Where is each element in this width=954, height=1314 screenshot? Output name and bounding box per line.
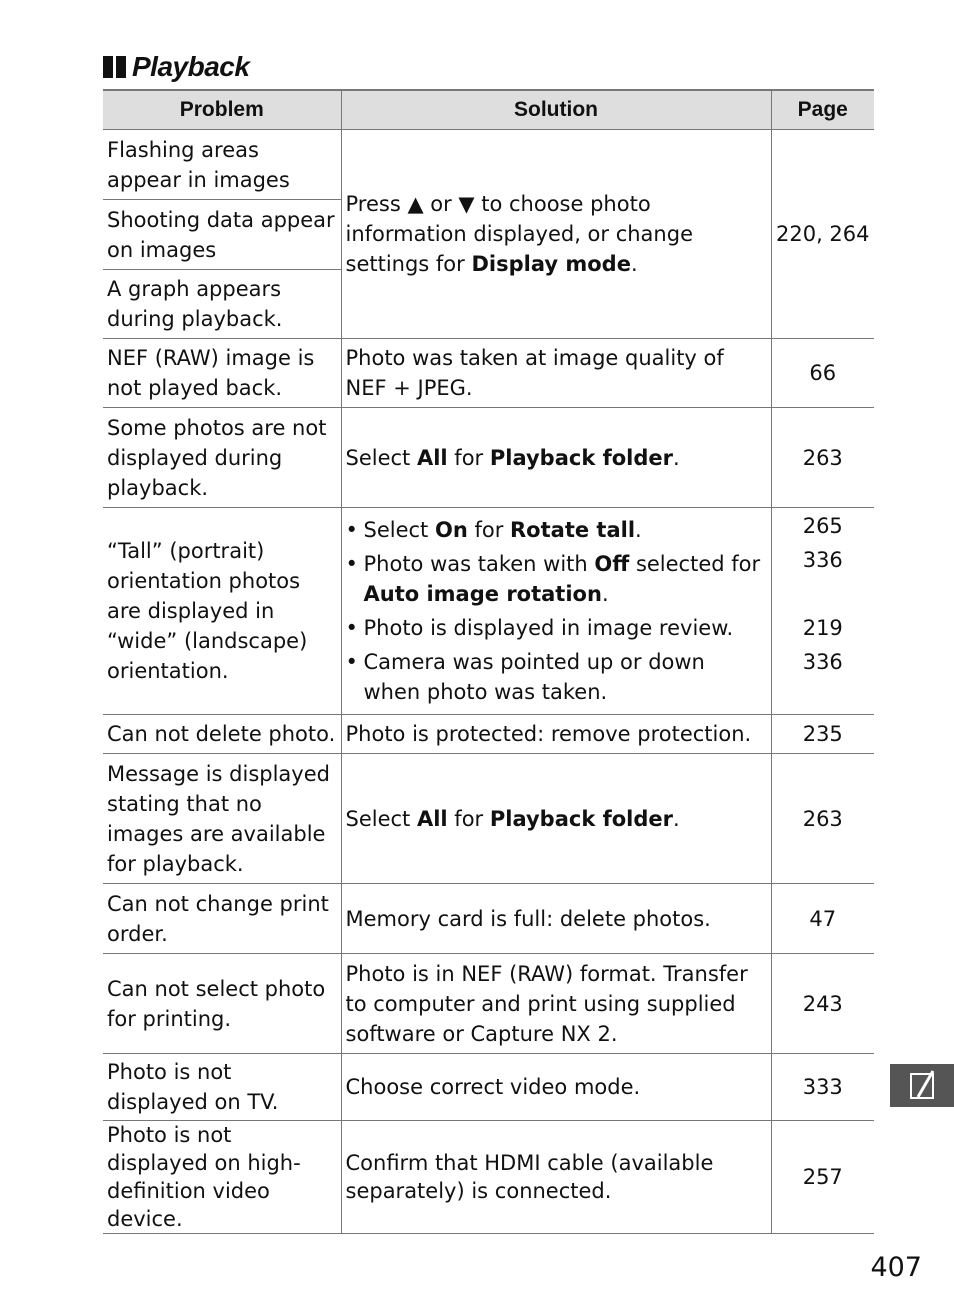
table-row — [103, 508, 874, 715]
solution-cell: Select All for Playback folder. — [341, 408, 771, 508]
page-ref: 265 — [802, 514, 843, 538]
page-cell: 235 — [771, 715, 874, 754]
solution-bullet: • Photo is displayed in image review. — [345, 616, 734, 640]
problem-cell: “Tall” (portrait) orientation photos are displayed in “wide” (landscape) orientation. — [103, 508, 341, 715]
page-cell: 257 — [771, 1121, 874, 1234]
troubleshooting-table — [103, 89, 874, 1234]
solution-cell: Choose correct video mode. — [341, 1054, 771, 1121]
problem-cell: Message is displayed stating that no images are available for playback. — [103, 754, 341, 884]
table-row — [103, 1121, 874, 1234]
table-row — [103, 339, 874, 408]
solution-bullet: • Photo was taken with Off selected for Auto image rotation. — [345, 552, 761, 606]
page-cell: 333 — [771, 1054, 874, 1121]
page-cell: 66 — [771, 339, 874, 408]
problem-cell: Can not delete photo. — [103, 715, 341, 754]
chapter-tab[interactable] — [890, 1064, 954, 1107]
solution-cell: Memory card is full: delete photos. — [341, 884, 771, 954]
table-row — [103, 884, 874, 954]
page-cell: 243 — [771, 954, 874, 1054]
page-ref: 336 — [802, 548, 843, 572]
solution-bullet: • Select On for Rotate tall. — [345, 518, 642, 542]
header-page: Page — [771, 90, 874, 130]
section-title-text: Playback — [132, 51, 250, 82]
problem-cell: A graph appears during playback. — [103, 270, 341, 339]
table-row — [103, 1054, 874, 1121]
table-row — [103, 408, 874, 508]
solution-cell: Photo is in NEF (RAW) format. Transfer to computer and print using supplied software or Capture NX 2. — [341, 954, 771, 1054]
page-cell: 220, 264 — [771, 130, 874, 339]
solution-cell: Photo is protected: remove protection. — [341, 715, 771, 754]
section-marker-icon — [103, 56, 126, 78]
solution-cell — [341, 508, 771, 715]
problem-cell: Some photos are not displayed during playback. — [103, 408, 341, 508]
problem-cell: Shooting data appear on images — [103, 200, 341, 270]
problem-cell: Flashing areas appear in images — [103, 130, 341, 200]
problem-cell: NEF (RAW) image is not played back. — [103, 339, 341, 408]
section-title — [103, 50, 249, 84]
page-cell: 263 — [771, 754, 874, 884]
problem-cell: Photo is not displayed on high-definition video device. — [103, 1121, 341, 1234]
page-cell — [771, 508, 874, 715]
table-row — [103, 754, 874, 884]
problem-cell: Can not change print order. — [103, 884, 341, 954]
header-problem: Problem — [103, 90, 341, 130]
solution-cell: Confirm that HDMI cable (available separately) is connected. — [341, 1121, 771, 1234]
problem-cell: Can not select photo for printing. — [103, 954, 341, 1054]
table-row — [103, 130, 874, 200]
header-solution: Solution — [341, 90, 771, 130]
solution-cell: Select All for Playback folder. — [341, 754, 771, 884]
solution-cell: Photo was taken at image quality of NEF + JPEG. — [341, 339, 771, 408]
solution-bullet: • Camera was pointed up or down when photo was taken. — [345, 650, 705, 704]
page-ref: 336 — [802, 650, 843, 674]
page-number: 407 — [870, 1252, 922, 1283]
table-row — [103, 715, 874, 754]
table-header-row — [103, 90, 874, 130]
solution-cell: Press ▲ or ▼ to choose photo information displayed, or change settings for Display mode. — [341, 130, 771, 339]
table-row — [103, 954, 874, 1054]
problem-cell: Photo is not displayed on TV. — [103, 1054, 341, 1121]
note-icon — [910, 1073, 934, 1099]
page-ref: 219 — [802, 616, 843, 640]
page-cell: 263 — [771, 408, 874, 508]
page-cell: 47 — [771, 884, 874, 954]
